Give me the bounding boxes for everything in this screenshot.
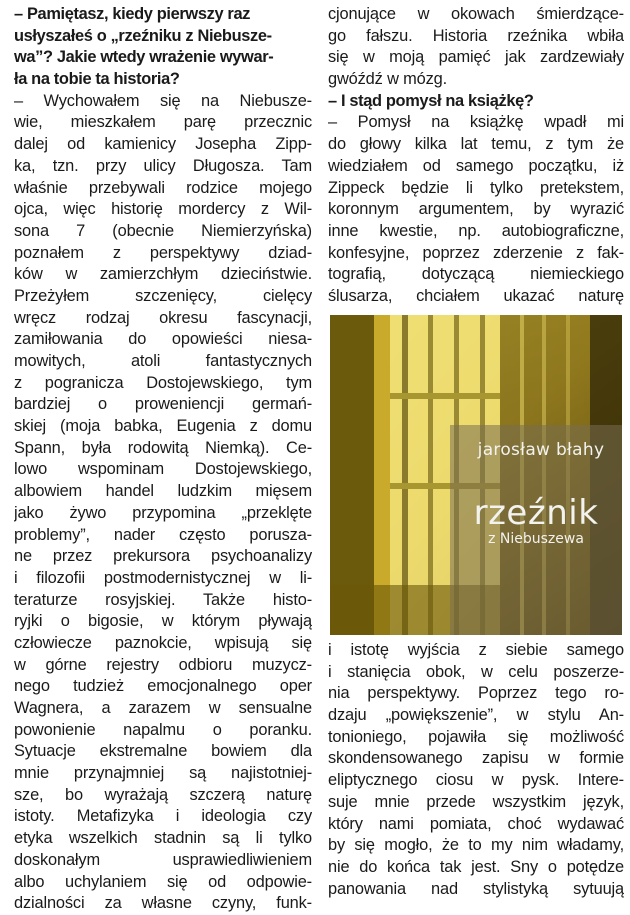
text-line: poznałem z perspektywy dziad- xyxy=(14,243,312,262)
text-line: panowania nad stylistyką sytuują xyxy=(328,879,624,898)
text-line: tografią, dotyczącą niemieckiego xyxy=(328,265,624,284)
text-line: skiej (moja babka, Eugenia z domu xyxy=(14,417,312,436)
question-line: – Pamiętasz, kiedy pierwszy raz xyxy=(14,5,251,23)
text-line: ków w zamierzchłym dzieciństwie. xyxy=(14,265,312,284)
text-line: się w moją pamięć jak zardzewiały xyxy=(328,48,624,67)
text-line: mowitych, atoli fantastycznych xyxy=(14,352,312,370)
text-line: nie do końca tak jest. Sny o potędze xyxy=(328,857,624,876)
text-line: do głowy kilka lat temu, z tym że xyxy=(328,135,624,154)
text-line: wiedziałem od samego początku, iż xyxy=(328,156,624,175)
text-line: tonioniego, pojawiła się możliwość xyxy=(328,727,624,746)
left-column xyxy=(14,4,312,915)
text-line: konfesyjne, poprzez zderzenie z fak- xyxy=(328,243,624,262)
book-cover-image xyxy=(330,315,622,635)
text-line: dzaju „powiększenie”, w stylu An- xyxy=(328,706,624,725)
text-line: i filozofii postmodernistycznej w li- xyxy=(14,568,312,587)
text-line: problemy”, nader często porusza- xyxy=(14,525,312,544)
text-line: bardziej o proweniencji germań- xyxy=(14,395,312,414)
text-line: cjonujące w okowach śmierdzące- xyxy=(328,5,624,23)
cover-author: jarosław błahy xyxy=(477,440,605,460)
text-line: i stanięcia obok, w celu poszerze- xyxy=(328,662,624,681)
text-line: istoty. Metafizyka i ideologia czy xyxy=(14,807,312,826)
text-line: etyka wszelkich stadnin są li tylko xyxy=(14,829,312,848)
text-line: albowiem handel ludzkim mięsem xyxy=(14,482,312,501)
text-line: który nami pomiata, choć wydawać xyxy=(328,814,624,833)
text-line: zamiłowania do opowieści niesa- xyxy=(14,330,312,349)
question-line: ła na tobie ta historia? xyxy=(14,70,180,89)
text-line: w górne rejestry odbioru muzycz- xyxy=(14,655,312,674)
text-line: by się mogło, że to my nim władamy, xyxy=(328,836,624,855)
text-line: dalej od kamienicy Josepha Zipp- xyxy=(14,135,312,154)
question-line: – I stąd pomysł na książkę? xyxy=(328,91,534,110)
text-line: skondensowanego zapisu w formie xyxy=(328,749,624,768)
text-line: inne kwestie, np. autobiograficzne, xyxy=(328,221,624,240)
text-line: powonienie napalmu o poranku. xyxy=(14,720,312,739)
text-line: wręcz rodzaj okresu fascynacji, xyxy=(14,308,312,327)
text-line: właśnie przebywali rodzice mojego xyxy=(14,178,312,197)
text-line: Zippeck będzie li tylko pretekstem, xyxy=(328,178,624,197)
text-line: Sytuacje ekstremalne bowiem dla xyxy=(14,742,312,761)
text-line: gwóźdź w mózg. xyxy=(328,70,448,89)
text-line: Przeżyłem szczenięcy, cielęcy xyxy=(14,286,312,305)
text-line: z pogranicza Dostojewskiego, tym xyxy=(14,373,312,392)
text-line: albo uchylaniem się od odpowie- xyxy=(14,872,312,891)
text-line: człowiecze paznokcie, wpisują się xyxy=(14,633,312,652)
text-line: i istotę wyjścia z siebie samego xyxy=(328,641,624,659)
text-line: ślusarza, chciałem ukazać naturę xyxy=(328,286,624,305)
text-line: ne przez prekursora psychoanalizy xyxy=(14,547,312,566)
text-line: ka, tzn. przy ulicy Długosza. Tam xyxy=(14,156,312,175)
text-line: sze, bo wyrażają szczerą naturę xyxy=(14,785,312,804)
text-line: eliptycznego ciosu w pysk. Intere- xyxy=(328,771,624,790)
question-line: wa”? Jakie wtedy wrażenie wywar- xyxy=(14,48,274,67)
text-line: doskonałym usprawiedliwieniem xyxy=(14,850,312,869)
text-line: nego tudzież emocjonalnego oper xyxy=(14,677,312,696)
text-line: dzialności za własne czyny, funk- xyxy=(14,894,312,913)
text-line: go fałszu. Historia rzeźnika wbiła xyxy=(328,26,624,45)
text-line: teraturze rosyjskiej. Także histo- xyxy=(14,590,312,609)
text-line: koronnym argumentem, by wyrazić xyxy=(328,200,624,219)
text-line: suje mnie przede wszystkim język, xyxy=(328,792,624,811)
text-line: mnie przynajmniej są najistotniej- xyxy=(14,764,312,783)
text-line: ryjki o bigosie, w którym pływają xyxy=(14,612,312,631)
text-line: sona 7 (obecnie Niemierzyńska) xyxy=(14,221,312,240)
text-line: – Wychowałem się na Niebusze- xyxy=(14,91,312,110)
text-line: – Pomysł na książkę wpadł mi xyxy=(328,113,624,132)
text-line: nia perspektywy. Poprzez tego ro- xyxy=(328,684,624,703)
text-line: Spann, była rodowitą Niemką). Ce- xyxy=(14,438,312,457)
right-column-lower xyxy=(328,640,624,900)
question-line: usłyszałeś o „rzeźniku z Niebusze- xyxy=(14,26,272,45)
text-line: wie, mieszkałem parę przecznic xyxy=(14,113,312,132)
text-line: jako żywo przypomina „przeklęte xyxy=(14,503,312,522)
right-column-upper xyxy=(328,4,624,308)
cover-title: rzeźnik xyxy=(473,493,599,533)
text-line: Wagnera, a zarazem w sensualne xyxy=(14,699,312,717)
text-line: ojca, więc historię mordercy z Wil- xyxy=(14,200,312,219)
cover-subtitle: z Niebuszewa xyxy=(488,531,584,547)
text-line: lowo wspominam Dostojewskiego, xyxy=(14,460,312,479)
